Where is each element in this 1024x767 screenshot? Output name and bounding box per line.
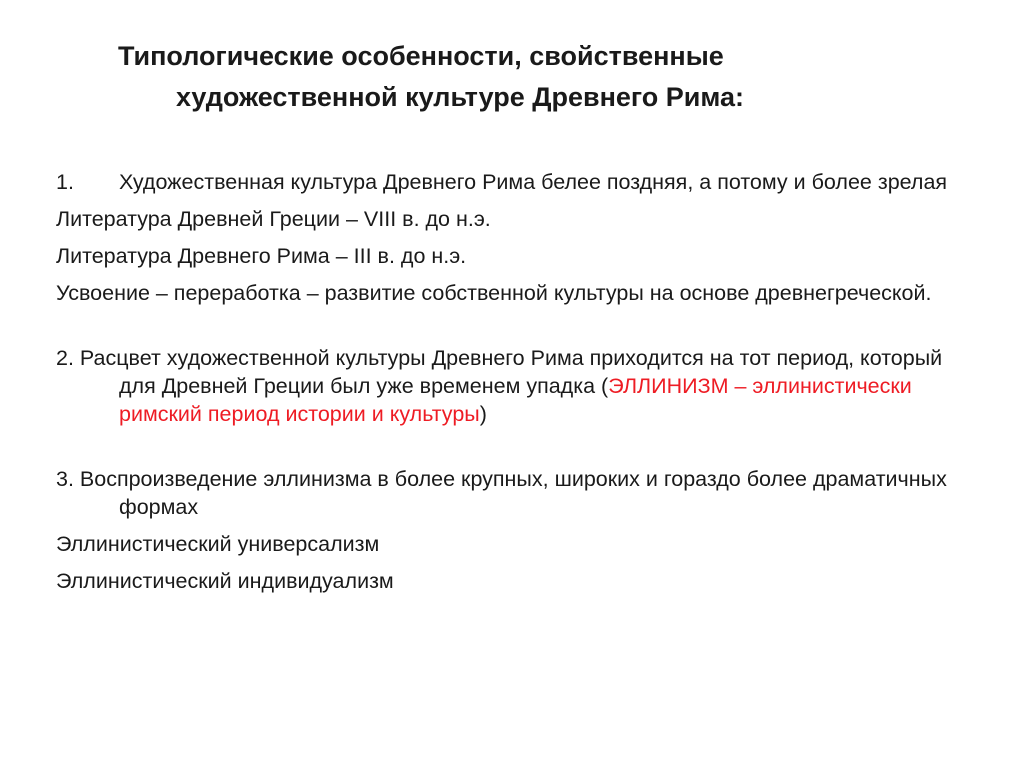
list-item-1-text: Художественная культура Древнего Рима белее поздняя, а потому и более зрелая xyxy=(119,170,948,194)
title-line-2: художественной культуре Древнего Рима: xyxy=(176,82,745,112)
title-line-1: Типологические особенности, свойственные xyxy=(118,41,724,71)
rome-literature-line: Литература Древнего Рима – III в. до н.э. xyxy=(56,244,467,268)
individualism-line: Эллинистический индивидуализм xyxy=(56,569,394,593)
list-item-2-text: 2. Расцвет художественной культуры Древнего Рима приходится на тот период, который для Древней Греции был уже временем упадка ( xyxy=(56,346,943,398)
slide-body xyxy=(56,168,976,595)
greece-literature-line: Литература Древней Греции – VIII в. до н.э. xyxy=(56,207,491,231)
hellenism-highlight: ЭЛЛИНИЗМ – эллинистически римский период истории и культуры xyxy=(119,374,912,426)
list-item-3: 3. Воспроизведение эллинизма в более крупных, широких и гораздо более драматичных формах xyxy=(56,467,947,519)
list-item-1-number: 1. xyxy=(56,170,74,194)
list-item-2-close: ) xyxy=(479,402,487,426)
list-item-1 xyxy=(56,168,976,196)
assimilation-line: Усвоение – переработка – развитие собственной культуры на основе древнегреческой. xyxy=(56,281,932,305)
slide-title xyxy=(118,36,938,118)
list-item-2 xyxy=(56,344,976,428)
universalism-line: Эллинистический универсализм xyxy=(56,532,380,556)
